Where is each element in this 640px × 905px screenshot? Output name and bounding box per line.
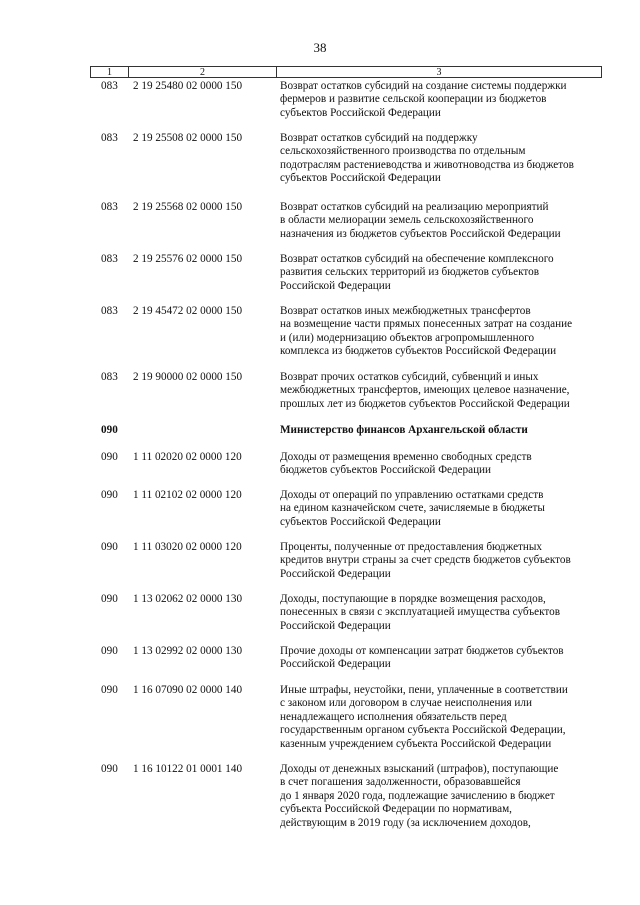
admin-code: 090	[101, 489, 118, 501]
budget-classification-code: 2 19 25508 02 0000 150	[133, 132, 243, 144]
budget-classification-code: 1 11 03020 02 0000 120	[133, 541, 242, 553]
budget-classification-code: 1 11 02102 02 0000 120	[133, 489, 242, 501]
budget-classification-code: 2 19 90000 02 0000 150	[133, 371, 243, 383]
budget-classification-code: 1 11 02020 02 0000 120	[133, 451, 242, 463]
budget-classification-code: 2 19 25576 02 0000 150	[133, 253, 243, 265]
admin-code: 083	[101, 371, 118, 383]
admin-code: 090	[101, 645, 118, 657]
budget-classification-code: 2 19 25568 02 0000 150	[133, 201, 243, 213]
revenue-description: Возврат остатков субсидий на создание системы поддержки фермеров и развитие сельской кооперации из бюджетов субъектов Российской Федерации	[280, 80, 567, 119]
revenue-description: Доходы, поступающие в порядке возмещения расходов, понесенных в связи с эксплуатацией имущества субъектов Российской Федерации	[280, 593, 560, 632]
admin-code: 090	[101, 451, 118, 463]
admin-code: 090	[101, 424, 118, 436]
revenue-description: Доходы от денежных взысканий (штрафов), поступающие в счет погашения задолженности, образовавшейся до 1 января 2020 года, подлежащие зачислению в бюджет субъекта Российской Федерации по нормативам, действующим в 2019 году (за исключением доходов,	[280, 763, 559, 829]
admin-code: 083	[101, 305, 118, 317]
header-col-1: 1	[91, 67, 129, 77]
revenue-description: Доходы от операций по управлению остатками средств на едином казначейском счете, зачисляемые в бюджеты субъектов Российской Федерации	[280, 489, 545, 528]
table-header	[90, 66, 602, 78]
revenue-description: Прочие доходы от компенсации затрат бюджетов субъектов Российской Федерации	[280, 645, 564, 671]
budget-classification-code: 1 13 02062 02 0000 130	[133, 593, 243, 605]
revenue-description: Возврат остатков субсидий на обеспечение комплексного развития сельских территорий из бюджетов субъектов Российской Федерации	[280, 253, 554, 292]
admin-code: 083	[101, 80, 118, 92]
admin-code: 083	[101, 201, 118, 213]
budget-classification-code: 1 13 02992 02 0000 130	[133, 645, 243, 657]
revenue-description: Проценты, полученные от предоставления бюджетных кредитов внутри страны за счет средств бюджетов субъектов Российской Федерации	[280, 541, 571, 580]
admin-code: 083	[101, 253, 118, 265]
admin-code: 090	[101, 684, 118, 696]
admin-code: 090	[101, 763, 118, 775]
revenue-description: Возврат остатков субсидий на реализацию мероприятий в области мелиорации земель сельскохозяйственного назначения из бюджетов субъектов Российской Федерации	[280, 201, 561, 240]
budget-classification-code: 2 19 45472 02 0000 150	[133, 305, 243, 317]
budget-classification-code: 2 19 25480 02 0000 150	[133, 80, 243, 92]
revenue-description: Возврат остатков иных межбюджетных трансфертов на возмещение части прямых понесенных затрат на создание и (или) модернизацию объектов агропромышленного комплекса из бюджетов субъектов Российской Федерации	[280, 305, 573, 358]
header-col-2: 2	[129, 67, 277, 77]
revenue-description: Возврат остатков субсидий на поддержку сельскохозяйственного производства по отдельным подотраслям растениеводства и животноводства из бюджетов субъектов Российской Федерации	[280, 132, 574, 185]
header-col-3: 3	[436, 67, 442, 78]
revenue-description: Иные штрафы, неустойки, пени, уплаченные в соответствии с законом или договором в случае неисполнения или ненадлежащего исполнения обязательств перед государственным органом субъекта Российской Федерации, казенным учреждением субъекта Российской Федерации	[280, 684, 568, 750]
admin-code: 083	[101, 132, 118, 144]
revenue-description: Доходы от размещения временно свободных средств бюджетов субъектов Российской Федерации	[280, 451, 532, 477]
budget-classification-code: 1 16 07090 02 0000 140	[133, 684, 243, 696]
admin-code: 090	[101, 593, 118, 605]
revenue-description: Возврат прочих остатков субсидий, субвенций и иных межбюджетных трансфертов, имеющих целевое назначение, прошлых лет из бюджетов субъектов Российской Федерации	[280, 371, 570, 410]
admin-code: 090	[101, 541, 118, 553]
budget-classification-code: 1 16 10122 01 0001 140	[133, 763, 243, 775]
page-number: 38	[313, 40, 327, 55]
section-heading: Министерство финансов Архангельской области	[280, 424, 528, 436]
